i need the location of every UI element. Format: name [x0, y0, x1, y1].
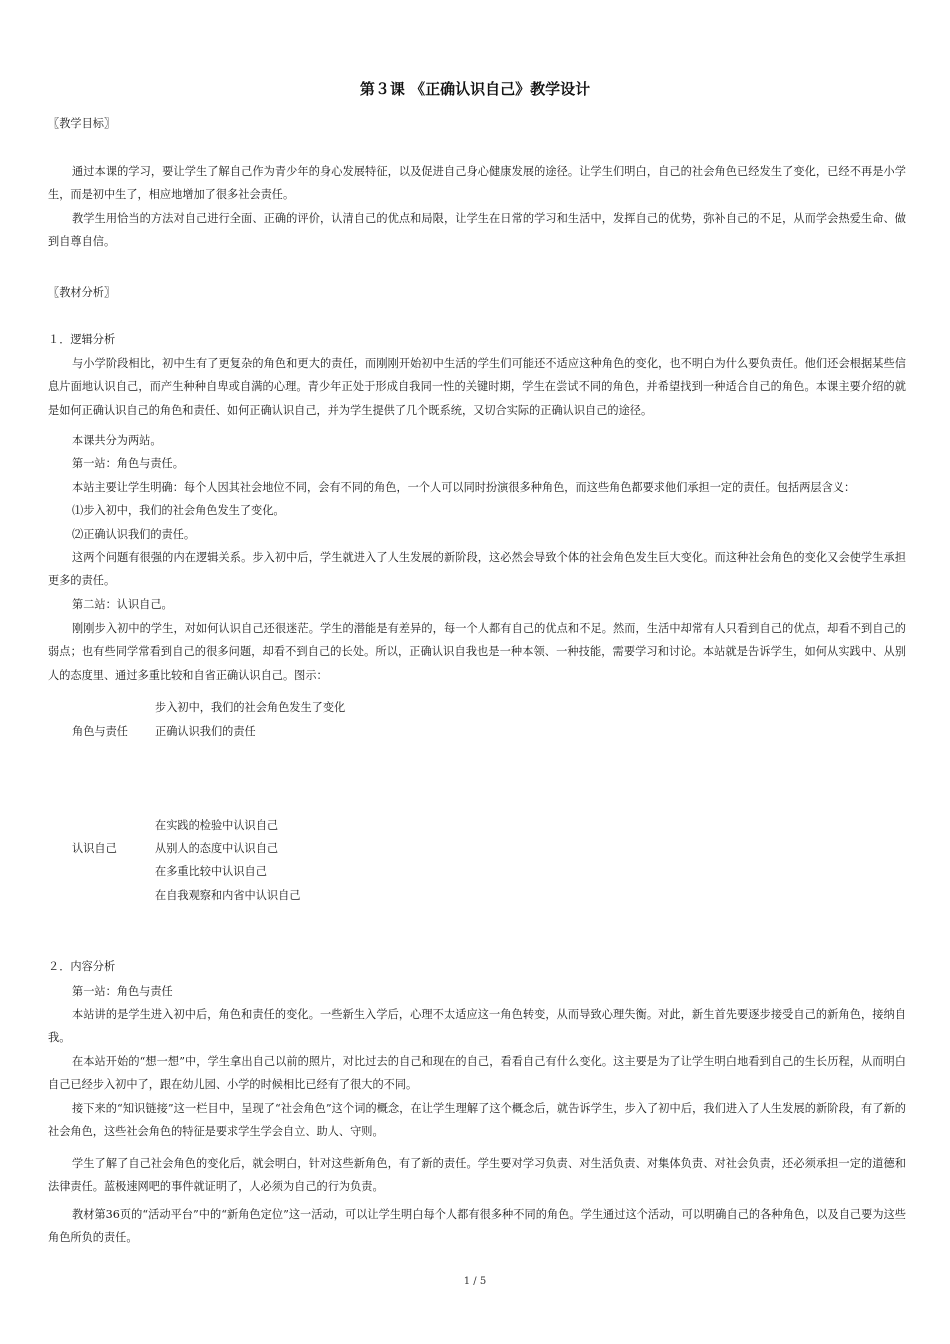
- logic-analysis-heading: １．逻辑分析: [48, 333, 116, 346]
- goal-paragraph-1: 通过本课的学习，要让学生了解自己作为青少年的身心发展特征，以及促进自己身心健康发展的途径。让学生们明白，自己的社会角色已经发生了变化，已经不再是小学生，而是初中生了，相应地增加了很多社会责任。: [48, 165, 906, 202]
- content-analysis-heading: ２．内容分析: [48, 960, 116, 973]
- content-paragraph-3: 在本站开始的“想一想”中，学生拿出自己以前的照片，对比过去的自己和现在的自己，看看自己有什么变化。这主要是为了让学生明白地看到自己的生长历程，从而明白自己已经步入初中了，跟在幼儿园、小学的时候相比已经有了很大的不同。: [48, 1055, 906, 1092]
- logic-paragraph-4: 本站主要让学生明确：每个人因其社会地位不同，会有不同的角色，一个人可以同时扮演很多种角色，而这些角色都要求他们承担一定的责任。包括两层含义：: [72, 481, 856, 494]
- logic-paragraph-1: 与小学阶段相比，初中生有了更复杂的角色和更大的责任，而刚刚开始初中生活的学生们可能还不适应这种角色的变化，也不明白为什么要负责任。他们还会根据某些信息片面地认识自己，而产生种种自卑或自满的心理。青少年正处于形成自我同一性的关键时期，学生在尝试不同的角色，并希望找到一种适合自己的角色。本课主要介绍的就是如何正确认识自己的角色和责任、如何正确认识自己，并为学生提供了几个既系统，又切合实际的正确认识自己的途径。: [48, 357, 906, 417]
- section-heading-analysis: 〖教材分析〗: [48, 286, 116, 299]
- content-paragraph-1: 第一站：角色与责任: [72, 985, 173, 998]
- diagram-group-label: 角色与责任: [72, 725, 128, 738]
- section-heading-goals: 〖教学目标〗: [48, 117, 116, 130]
- logic-paragraph-3: 第一站：角色与责任。: [72, 457, 184, 470]
- diagram-item: 正确认识我们的责任: [155, 725, 256, 738]
- diagram-item: 在实践的检验中认识自己: [155, 819, 279, 832]
- logic-paragraph-6: ⑵正确认识我们的责任。: [72, 528, 196, 541]
- diagram-group-label: 认识自己: [72, 842, 117, 855]
- diagram-item: 在多重比较中认识自己: [155, 865, 267, 878]
- content-paragraph-5: 学生了解了自己社会角色的变化后，就会明白，针对这些新角色，有了新的责任。学生要对学习负责、对生活负责、对集体负责、对社会负责，还必须承担一定的道德和法律责任。蓝极速网吧的事件就证明了，人必须为自己的行为负责。: [48, 1157, 906, 1194]
- logic-paragraph-2: 本课共分为两站。: [72, 434, 162, 447]
- content-paragraph-4: 接下来的“知识链接”这一栏目中，呈现了“社会角色”这个词的概念，在让学生理解了这个概念后，就告诉学生，步入了初中后，我们进入了人生发展的新阶段，有了新的社会角色，这些社会角色的特征是要求学生学会自立、助人、守则。: [48, 1102, 906, 1139]
- logic-paragraph-7: 这两个问题有很强的内在逻辑关系。步入初中后，学生就进入了人生发展的新阶段，这必然会导致个体的社会角色发生巨大变化。而这种社会角色的变化又会使学生承担更多的责任。: [48, 551, 906, 588]
- logic-paragraph-8: 第二站：认识自己。: [72, 598, 173, 611]
- page-number: 1 / 5: [463, 1276, 487, 1287]
- diagram-item: 从别人的态度中认识自己: [155, 842, 279, 855]
- content-paragraph-2: 本站讲的是学生进入初中后，角色和责任的变化。一些新生入学后，心理不太适应这一角色转变，从而导致心理失衡。对此，新生首先要逐步接受自己的新角色，接纳自我。: [48, 1008, 906, 1045]
- logic-paragraph-9: 刚刚步入初中的学生，对如何认识自己还很迷茫。学生的潜能是有差异的，每一个人都有自己的优点和不足。然而，生活中却常有人只看到自己的优点，却看不到自己的弱点；也有些同学常看到自己的很多问题，却看不到自己的长处。所以，正确认识自我也是一种本领、一种技能，需要学习和讨论。本站就是告诉学生，如何从实践中、从别人的态度里、通过多重比较和自省正确认识自己。图示：: [48, 622, 906, 682]
- page-title: 第３课 《正确认识自己》教学设计: [359, 80, 591, 98]
- diagram-item: 在自我观察和内省中认识自己: [155, 889, 301, 902]
- diagram-item: 步入初中，我们的社会角色发生了变化: [155, 701, 346, 714]
- goal-paragraph-2: 教学生用恰当的方法对自己进行全面、正确的评价，认清自己的优点和局限，让学生在日常的学习和生活中，发挥自己的优势，弥补自己的不足，从而学会热爱生命、做到自尊自信。: [48, 212, 906, 249]
- logic-paragraph-5: ⑴步入初中，我们的社会角色发生了变化。: [72, 504, 285, 517]
- content-paragraph-6: 教材第36页的“活动平台”中的“新角色定位”这一活动，可以让学生明白每个人都有很多种不同的角色。学生通过这个活动，可以明确自己的各种角色，以及自己要为这些角色所负的责任。: [48, 1208, 906, 1245]
